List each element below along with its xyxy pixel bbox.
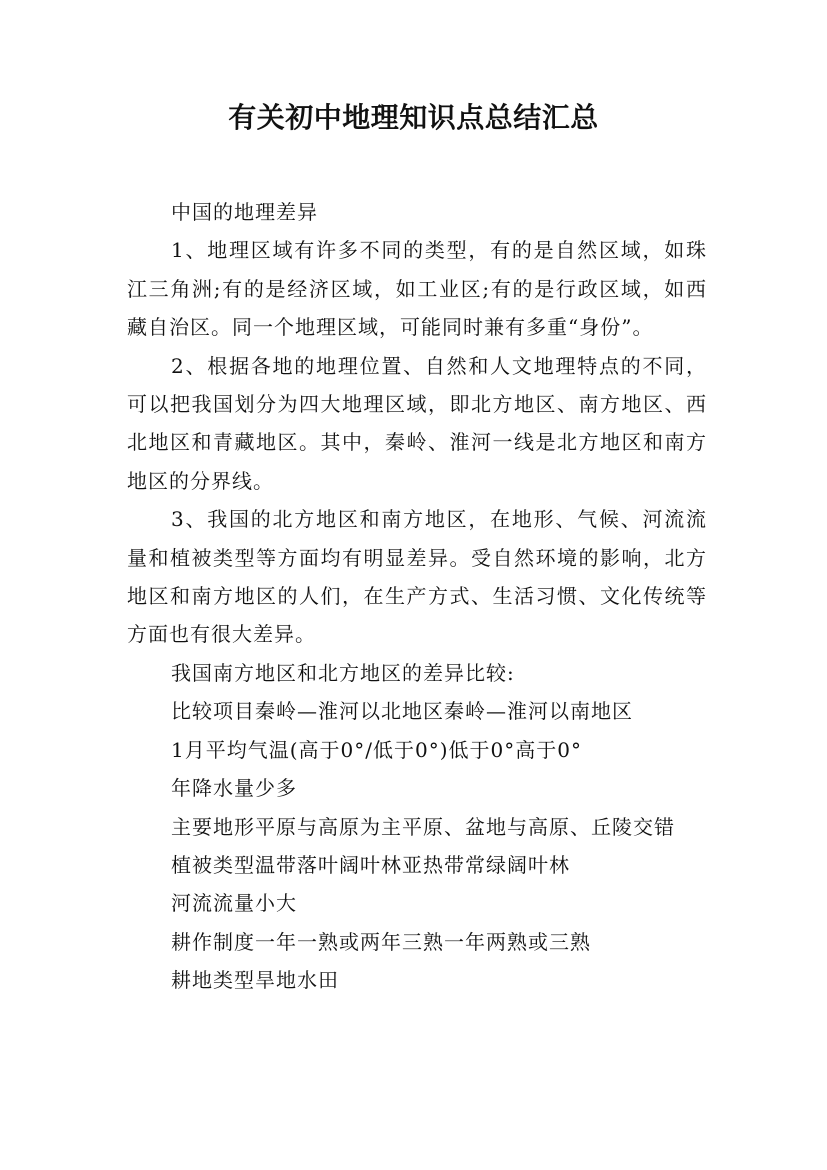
comparison-header-row: 比较项目秦岭—淮河以北地区秦岭—淮河以南地区 — [171, 699, 633, 724]
comparison-row-farming-system: 耕作制度一年一熟或两年三熟一年两熟或三熟 — [171, 929, 591, 954]
comparison-row-river-flow: 河流流量小大 — [171, 891, 297, 916]
comparison-row-farmland-type: 耕地类型旱地水田 — [171, 968, 339, 993]
comparison-row-precipitation: 年降水量少多 — [171, 776, 297, 801]
document-body — [127, 193, 707, 1000]
section-heading: 中国的地理差异 — [171, 200, 318, 224]
comparison-row-terrain: 主要地形平原与高原为主平原、盆地与高原、丘陵交错 — [171, 814, 675, 839]
paragraph-2: 2、根据各地的地理位置、自然和人文地理特点的不同，可以把我国划分为四大地理区域，即北方地区、南方地区、西北地区和青藏地区。其中，秦岭、淮河一线是北方地区和南方地区的分界线。 — [127, 353, 707, 493]
paragraph-3: 3、我国的北方地区和南方地区，在地形、气候、河流流量和植被类型等方面均有明显差异。受自然环境的影响，北方地区和南方地区的人们，在生产方式、生活习惯、文化传统等方面也有很大差异。 — [127, 507, 707, 647]
document-title: 有关初中地理知识点总结汇总 — [228, 101, 599, 134]
paragraph-1: 1、地理区域有许多不同的类型，有的是自然区域，如珠江三角洲;有的是经济区域，如工业区;有的是行政区域，如西藏自治区。同一个地理区域，可能同时兼有多重“身份”。 — [127, 238, 707, 340]
comparison-row-temperature: 1月平均气温(高于0°/低于0°)低于0°高于0° — [171, 737, 582, 762]
comparison-row-vegetation: 植被类型温带落叶阔叶林亚热带常绿阔叶林 — [171, 852, 570, 877]
comparison-heading: 我国南方地区和北方地区的差异比较: — [171, 660, 515, 685]
